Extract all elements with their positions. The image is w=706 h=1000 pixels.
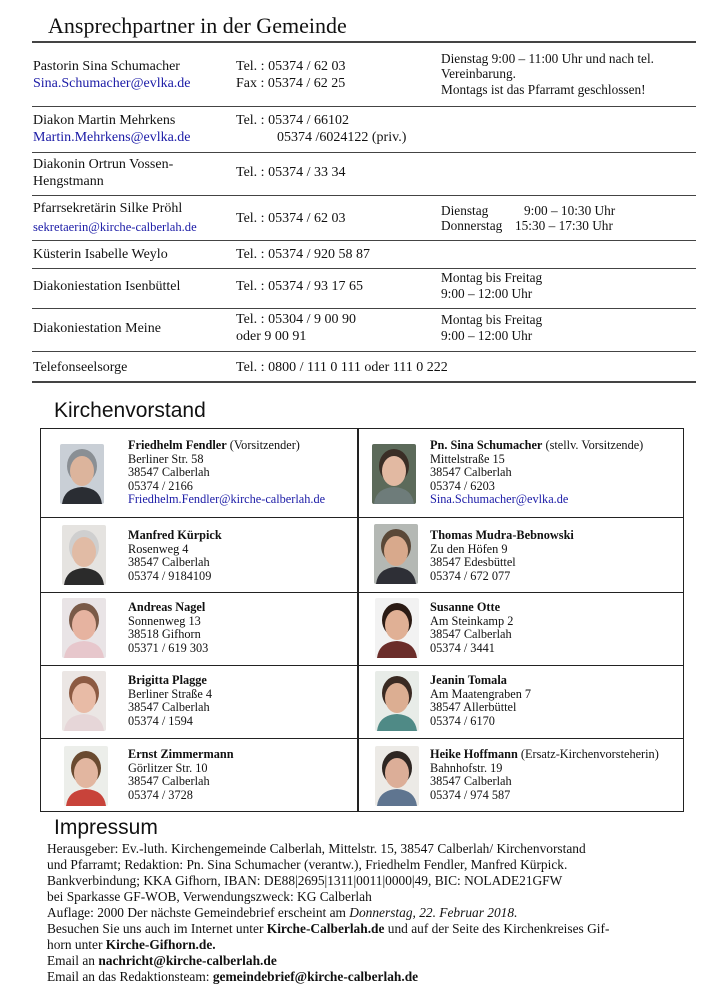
member-role: (Vorsitzender): [226, 438, 300, 452]
member-name: Thomas Mudra-Bebnowski: [430, 528, 574, 542]
board-member: [430, 439, 643, 507]
divider: [32, 351, 696, 352]
contact-phone: Tel. : 05374 / 33 34: [236, 165, 346, 180]
member-street: Zu den Höfen 9: [430, 541, 508, 556]
member-name: Brigitta Plagge: [128, 673, 207, 687]
member-phone: 05374 / 672 077: [430, 568, 511, 583]
member-phone: 05374 / 3441: [430, 640, 495, 655]
member-name: Pn. Sina Schumacher: [430, 438, 543, 452]
board-member: [128, 748, 234, 802]
impressum-line: [47, 969, 418, 985]
member-photo: [62, 525, 106, 585]
member-name: Ernst Zimmermann: [128, 747, 234, 761]
grid-divider: [40, 592, 684, 593]
member-photo: [64, 746, 108, 806]
contact-email[interactable]: Sina.Schumacher@evlka.de: [33, 76, 191, 91]
member-name: Jeanin Tomala: [430, 673, 507, 687]
board-title: Kirchenvorstand: [54, 399, 206, 422]
divider: [32, 240, 696, 241]
contact-phone: Tel. : 05374 / 93 17 65: [236, 279, 363, 294]
member-role: (Ersatz-Kirchenvorsteherin): [517, 747, 659, 761]
member-phone: 05374 / 3728: [128, 787, 193, 802]
member-photo: [60, 444, 104, 504]
member-name: Heike Hoffmann: [430, 747, 518, 761]
contact-hours: Montag bis Freitag: [441, 270, 543, 285]
text: Email an das Redaktionsteam:: [47, 969, 213, 984]
member-street: Görlitzer Str. 10: [128, 760, 208, 775]
contact-phone: Tel. : 05304 / 9 00 90: [236, 312, 356, 327]
member-phone: 05374 / 6203: [430, 478, 495, 493]
member-photo: [375, 671, 419, 731]
text: Email an: [47, 953, 99, 968]
contact-fax: Fax : 05374 / 62 25: [236, 76, 346, 91]
board-member: [430, 529, 574, 583]
text: Besuchen Sie uns auch im Internet unter: [47, 921, 267, 936]
member-city: 38547 Calberlah: [430, 465, 512, 479]
member-photo: [374, 524, 418, 584]
member-street: Rosenweg 4: [128, 541, 189, 556]
text: und auf der Seite des Kirchenkreises Gif-: [384, 921, 610, 936]
contact-hours: 9:00 – 12:00 Uhr: [441, 286, 533, 301]
text: horn unter: [47, 937, 106, 952]
impressum-line: Herausgeber: Ev.-luth. Kirchengemeinde Calberlah, Mittelstr. 15, 38547 Calberlah/ Kirchenvorstand: [47, 841, 586, 856]
member-city: 38518 Gifhorn: [128, 627, 201, 641]
grid-divider: [40, 517, 684, 518]
contact-phone-private: 05374 /6024122 (priv.): [277, 130, 407, 145]
member-phone: 05374 / 1594: [128, 713, 193, 728]
board-member: [128, 529, 222, 583]
contact-phone: Tel. : 0800 / 111 0 111 oder 111 0 222: [236, 360, 448, 375]
member-street: Sonnenweg 13: [128, 613, 201, 628]
member-role: (stellv. Vorsitzende): [542, 438, 644, 452]
member-street: Bahnhofstr. 19: [430, 760, 503, 775]
impressum-line: [47, 937, 216, 953]
contact-name: Telefonseelsorge: [33, 360, 128, 375]
grid-divider: [357, 428, 359, 812]
board-member: [430, 601, 513, 655]
member-phone: 05374 / 6170: [430, 713, 495, 728]
member-city: 38547 Calberlah: [128, 465, 210, 479]
divider: [32, 106, 696, 107]
member-street: Berliner Straße 4: [128, 686, 213, 701]
divider: [32, 41, 696, 43]
contact-name: Küsterin Isabelle Weylo: [33, 247, 168, 262]
divider: [32, 268, 696, 269]
grid-divider: [40, 738, 684, 739]
member-email[interactable]: Friedhelm.Fendler@kirche-calberlah.de: [128, 492, 326, 506]
member-photo: [62, 598, 106, 658]
impressum-line: [47, 953, 277, 969]
website-link[interactable]: Kirche-Calberlah.de: [266, 921, 385, 936]
member-photo: [372, 444, 416, 504]
member-street: Mittelstraße 15: [430, 451, 505, 466]
contact-name: Diakoniestation Meine: [33, 321, 161, 336]
grid-divider: [40, 665, 684, 666]
member-name: Andreas Nagel: [128, 600, 206, 614]
email-link[interactable]: gemeindebrief@kirche-calberlah.de: [212, 969, 419, 984]
divider: [32, 381, 696, 383]
impressum-line: [47, 921, 609, 937]
divider: [32, 195, 696, 196]
contact-hours-time: 15:30 – 17:30 Uhr: [515, 218, 613, 233]
member-city: 38547 Calberlah: [128, 774, 210, 788]
contact-hours-day: Donnerstag: [441, 218, 503, 233]
member-phone: 05374 / 2166: [128, 478, 193, 493]
member-photo: [375, 598, 419, 658]
board-member: [128, 674, 212, 728]
divider: [32, 152, 696, 153]
kirchenkreis-link[interactable]: Kirche-Gifhorn.de.: [105, 937, 216, 952]
member-street: Berliner Str. 58: [128, 451, 204, 466]
impressum-line: Bankverbindung; KKA Gifhorn, IBAN: DE88|2695|1311|0011|0000|49, BIC: NOLADE21GFW: [47, 873, 563, 888]
contact-phone-alt: oder 9 00 91: [236, 329, 307, 344]
contact-name: Hengstmann: [33, 174, 104, 189]
member-phone: 05371 / 619 303: [128, 640, 209, 655]
member-city: 38547 Calberlah: [128, 700, 210, 714]
member-name: Manfred Kürpick: [128, 528, 222, 542]
contact-phone: Tel. : 05374 / 62 03: [236, 59, 346, 74]
contact-email[interactable]: sekretaerin@kirche-calberlah.de: [33, 220, 197, 234]
contact-phone: Tel. : 05374 / 66102: [236, 113, 349, 128]
contact-phone: Tel. : 05374 / 62 03: [236, 211, 346, 226]
impressum-line: [47, 905, 517, 921]
impressum-line: und Pfarramt; Redaktion: Pn. Sina Schumacher (verantw.), Friedhelm Fendler, Manfred Kürpick.: [47, 857, 568, 872]
member-phone: 05374 / 974 587: [430, 787, 511, 802]
member-name: Friedhelm Fendler: [128, 438, 227, 452]
member-city: 38547 Calberlah: [128, 555, 210, 569]
board-member: [430, 748, 659, 802]
member-name: Susanne Otte: [430, 600, 501, 614]
contact-name: Diakoniestation Isenbüttel: [33, 279, 181, 294]
contact-hours: Vereinbarung.: [441, 66, 516, 81]
member-city: 38547 Calberlah: [430, 627, 512, 641]
contact-hours: Dienstag 9:00 – 11:00 Uhr und nach tel.: [441, 51, 654, 66]
member-photo: [375, 746, 419, 806]
board-member: [430, 674, 531, 728]
member-phone: 05374 / 9184109: [128, 568, 212, 583]
board-member: [128, 439, 325, 507]
contact-name: Pfarrsekretärin Silke Pröhl: [33, 201, 183, 216]
contact-hours-time: 9:00 – 10:30 Uhr: [524, 203, 616, 218]
email-link[interactable]: nachricht@kirche-calberlah.de: [98, 953, 277, 968]
contact-hours-day: Dienstag: [441, 203, 489, 218]
member-city: 38547 Allerbüttel: [430, 700, 517, 714]
contact-name: Diakonin Ortrun Vossen-: [33, 157, 174, 172]
divider: [32, 308, 696, 309]
member-city: 38547 Calberlah: [430, 774, 512, 788]
contact-hours: 9:00 – 12:00 Uhr: [441, 328, 533, 343]
contact-hours: Montag bis Freitag: [441, 312, 543, 327]
text: Auflage: 2000 Der nächste Gemeindebrief erscheint am: [47, 905, 350, 920]
board-member: [128, 601, 208, 655]
contact-name: Diakon Martin Mehrkens: [33, 113, 176, 128]
contact-hours: Montags ist das Pfarramt geschlossen!: [441, 82, 646, 97]
contact-phone: Tel. : 05374 / 920 58 87: [236, 247, 370, 262]
next-issue-date: Donnerstag, 22. Februar 2018.: [349, 905, 518, 920]
contacts-title: Ansprechpartner in der Gemeinde: [48, 13, 347, 38]
member-photo: [62, 671, 106, 731]
member-city: 38547 Edesbüttel: [430, 555, 516, 569]
member-street: Am Steinkamp 2: [430, 613, 514, 628]
impressum-line: bei Sparkasse GF-WOB, Verwendungszweck: KG Calberlah: [47, 889, 372, 904]
contact-name: Pastorin Sina Schumacher: [33, 59, 180, 74]
impressum-title: Impressum: [54, 816, 158, 839]
member-email[interactable]: Sina.Schumacher@evlka.de: [430, 492, 569, 506]
member-street: Am Maatengraben 7: [430, 686, 532, 701]
contact-email[interactable]: Martin.Mehrkens@evlka.de: [33, 130, 191, 145]
